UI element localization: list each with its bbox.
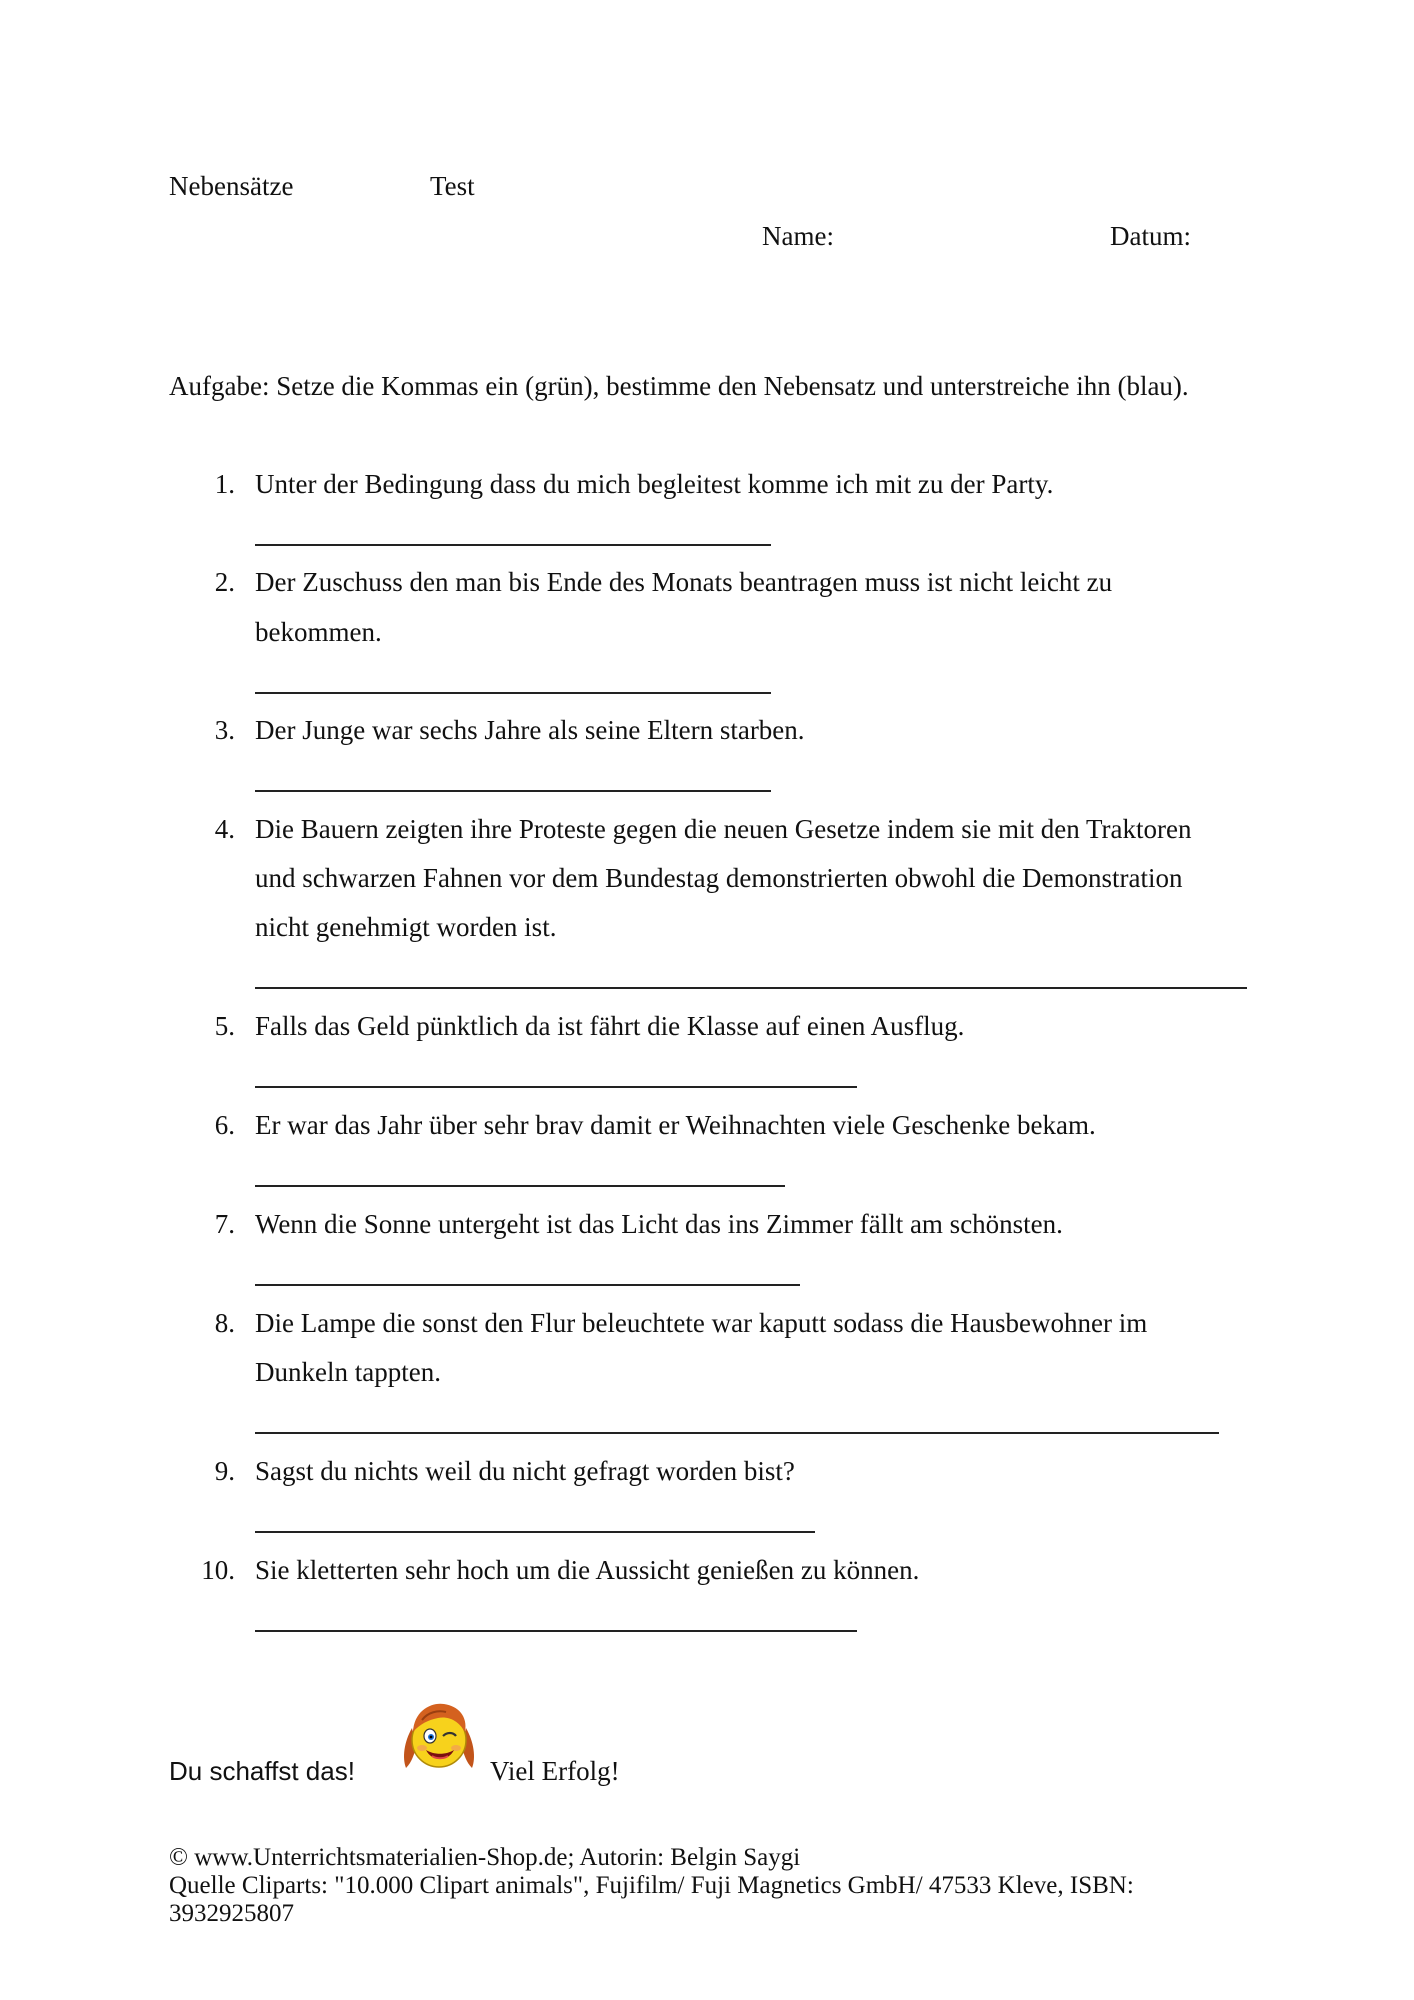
encouragement-text: Du schaffst das! <box>169 1756 355 1786</box>
answer-line <box>255 1086 857 1088</box>
answer-line <box>255 1432 1219 1434</box>
name-label: Name: <box>762 221 834 251</box>
isbn-line: 3932925807 <box>169 1900 294 1927</box>
item-number: 6. <box>214 1110 235 1140</box>
answer-line <box>255 790 771 792</box>
item-number: 8. <box>214 1308 235 1338</box>
item-sentence-continued: Dunkeln tappten. <box>255 1357 441 1387</box>
answer-line <box>255 987 1247 989</box>
answer-line <box>255 1630 857 1632</box>
item-sentence: Sagst du nichts weil du nicht gefragt worden bist? <box>255 1456 795 1486</box>
item-sentence: Die Lampe die sonst den Flur beleuchtete war kaputt sodass die Hausbewohner im <box>255 1308 1148 1338</box>
item-sentence: Der Zuschuss den man bis Ende des Monats beantragen muss ist nicht leicht zu <box>255 567 1113 597</box>
clipart-source-line: Quelle Cliparts: "10.000 Clipart animals", Fujifilm/ Fuji Magnetics GmbH/ 47533 Kleve, ISBN: <box>169 1872 1134 1899</box>
item-sentence: Der Junge war sechs Jahre als seine Eltern starben. <box>255 715 805 745</box>
item-number: 3. <box>214 715 235 745</box>
answer-line <box>255 544 771 546</box>
item-number: 7. <box>214 1209 235 1239</box>
item-sentence: Die Bauern zeigten ihre Proteste gegen die neuen Gesetze indem sie mit den Traktoren <box>255 814 1192 844</box>
item-sentence: Wenn die Sonne untergeht ist das Licht das ins Zimmer fällt am schönsten. <box>255 1209 1063 1239</box>
item-number: 2. <box>214 567 235 597</box>
worksheet-subject: Nebensätze <box>169 171 294 201</box>
answer-line <box>255 1284 800 1286</box>
item-number: 4. <box>214 814 235 844</box>
item-sentence-continued: bekommen. <box>255 617 382 647</box>
date-label: Datum: <box>1110 221 1191 251</box>
answer-line <box>255 1185 785 1187</box>
item-number: 9. <box>214 1456 235 1486</box>
answer-line <box>255 1531 815 1533</box>
item-number: 10. <box>201 1555 235 1585</box>
winking-smiley-icon <box>398 1698 480 1780</box>
item-sentence: Unter der Bedingung dass du mich begleitest komme ich mit zu der Party. <box>255 469 1054 499</box>
item-sentence: Sie kletterten sehr hoch um die Aussicht genießen zu können. <box>255 1555 920 1585</box>
item-number: 5. <box>214 1011 235 1041</box>
task-instruction: Aufgabe: Setze die Kommas ein (grün), bestimme den Nebensatz und unterstreiche ihn (blau). <box>169 371 1189 401</box>
copyright-line: © www.Unterrichtsmaterialien-Shop.de; Autorin: Belgin Saygi <box>169 1844 801 1871</box>
answer-line <box>255 692 771 694</box>
item-number: 1. <box>214 469 235 499</box>
worksheet-kind: Test <box>430 171 475 201</box>
good-luck-text: Viel Erfolg! <box>490 1756 620 1786</box>
item-sentence: Falls das Geld pünktlich da ist fährt die Klasse auf einen Ausflug. <box>255 1011 965 1041</box>
item-sentence: Er war das Jahr über sehr brav damit er Weihnachten viele Geschenke bekam. <box>255 1110 1096 1140</box>
item-sentence-continued: und schwarzen Fahnen vor dem Bundestag demonstrierten obwohl die Demonstration <box>255 863 1183 893</box>
item-sentence-continued: nicht genehmigt worden ist. <box>255 912 557 942</box>
